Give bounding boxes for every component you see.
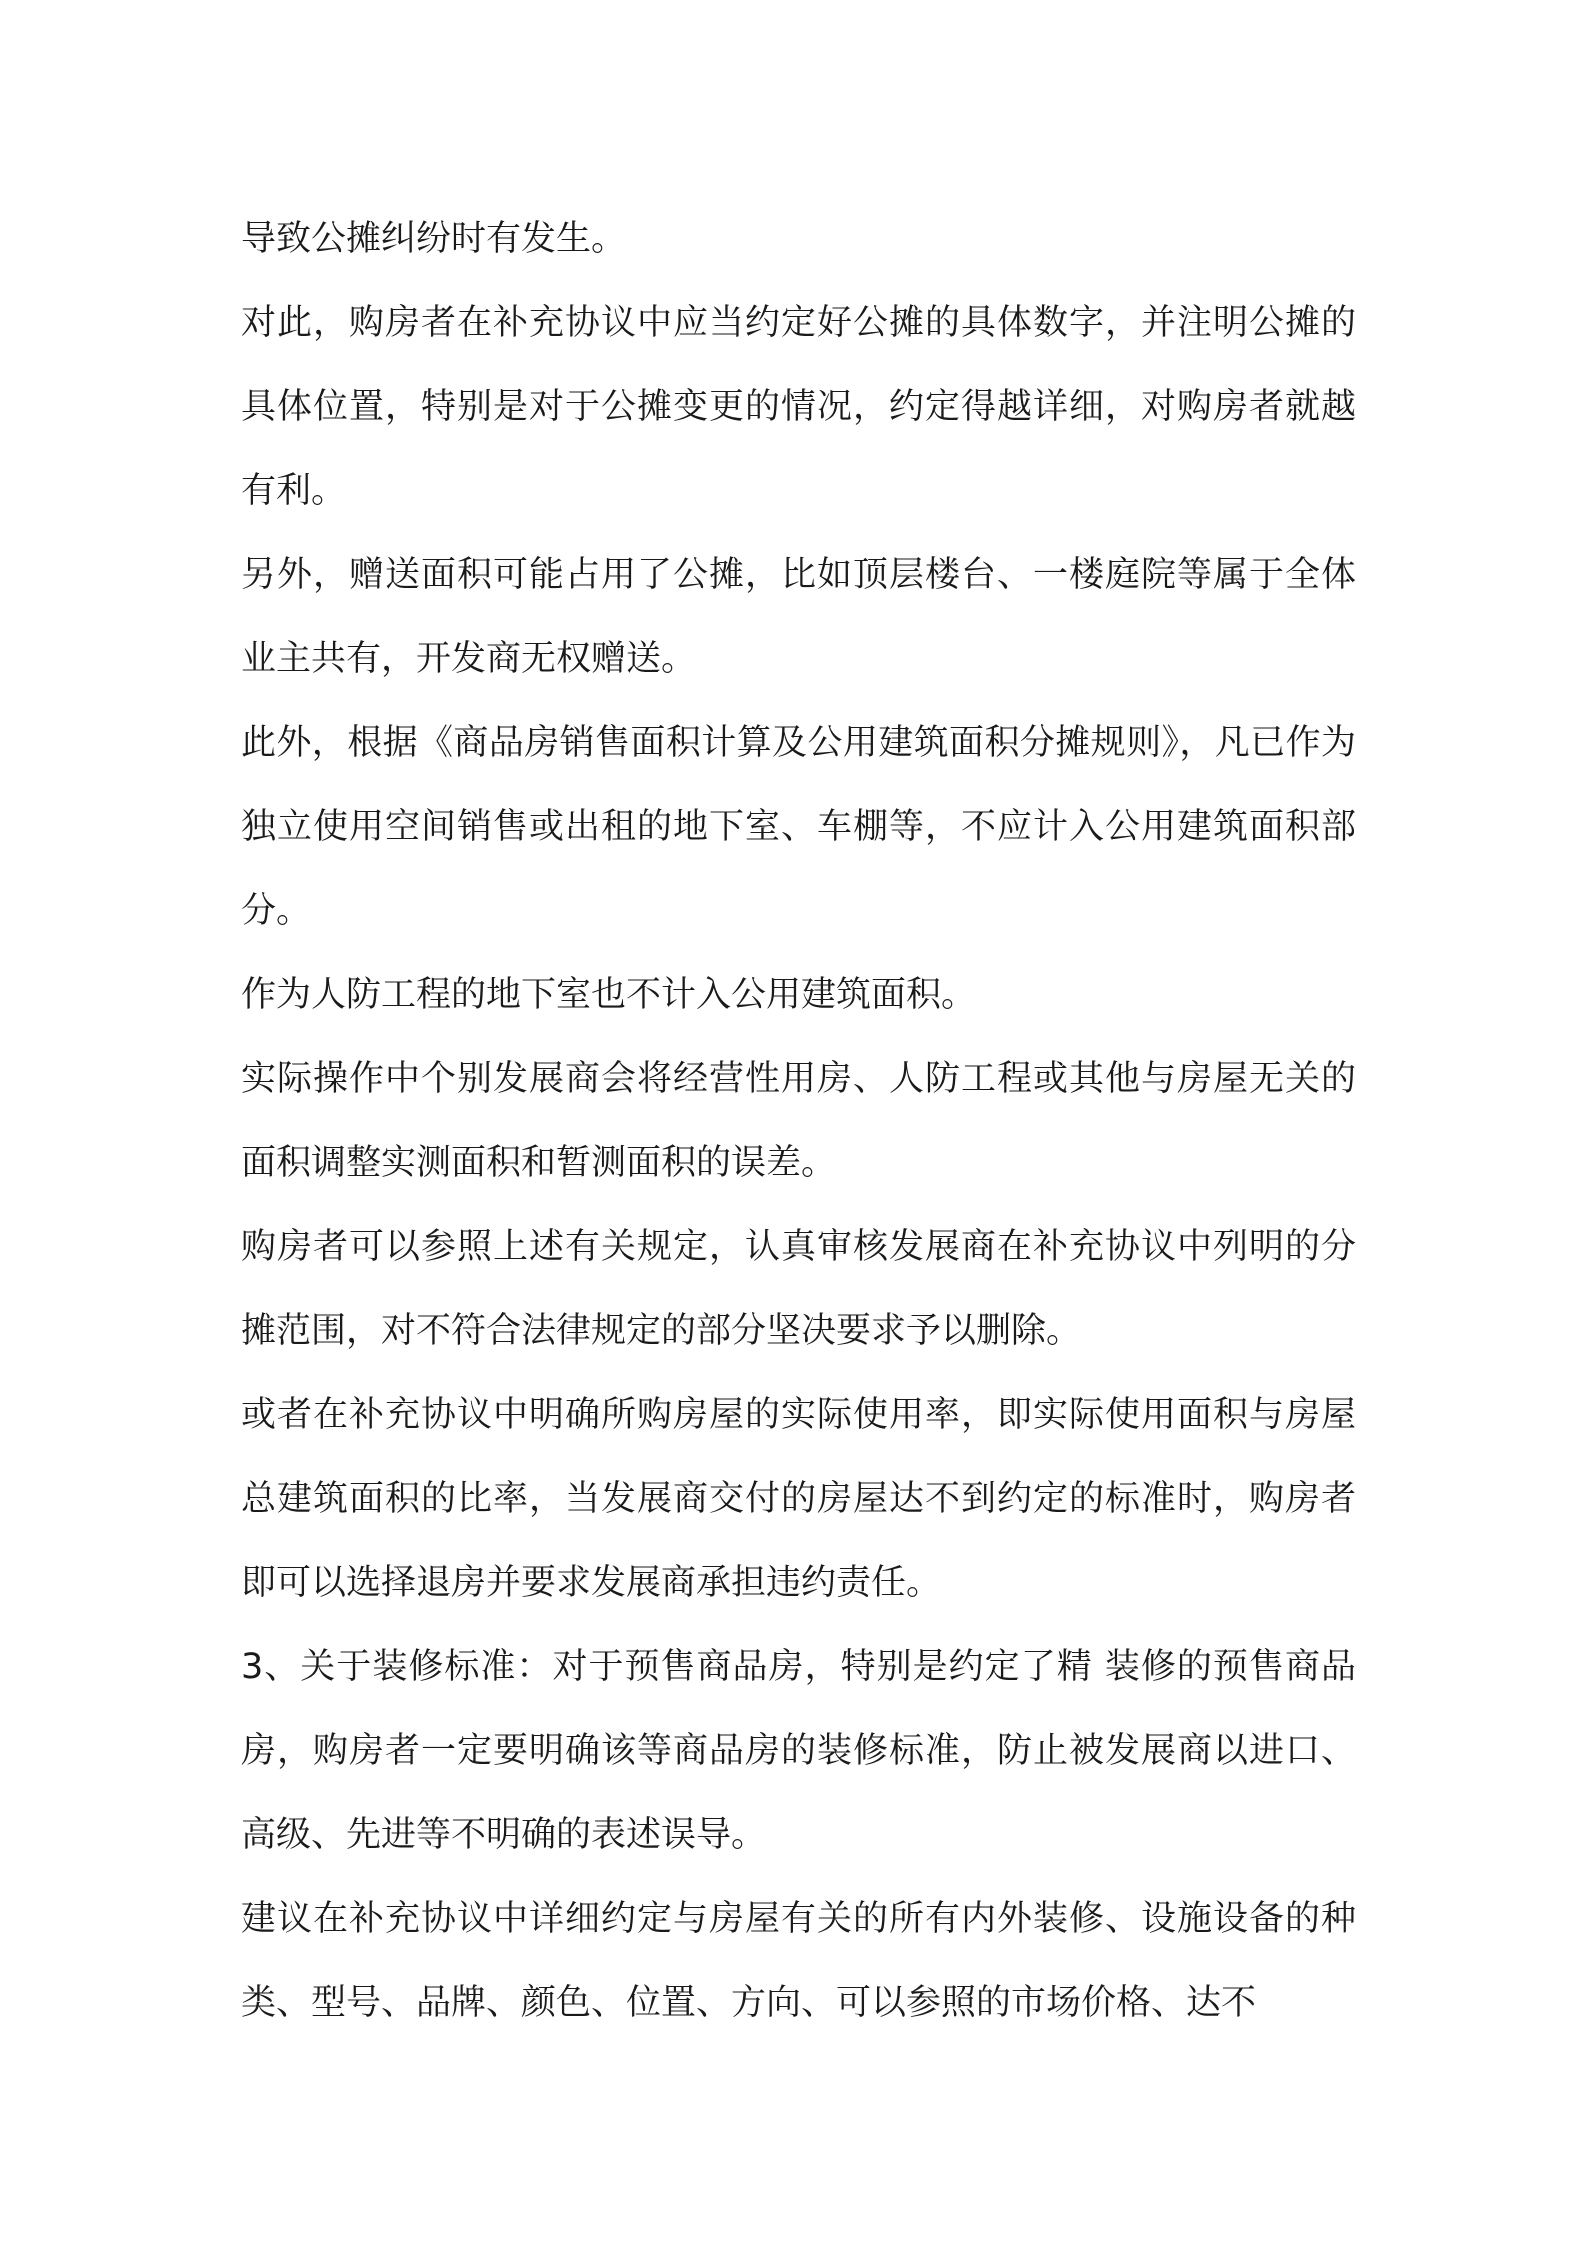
paragraph: 3、关于装修标准：对于预售商品房，特别是约定了精 装修的预售商品房，购房者一定要明确该等商品房的装修标准，防止被发展商以进口、高级、先进等不明确的表述误导。	[241, 1647, 1356, 1855]
paragraph: 建议在补充协议中详细约定与房屋有关的所有内外装修、设施设备的种类、型号、品牌、颜色、位置、方向、可以参照的市场价格、达不	[241, 1899, 1356, 2023]
paragraph: 或者在补充协议中明确所购房屋的实际使用率，即实际使用面积与房屋总建筑面积的比率，当发展商交付的房屋达不到约定的标准时，购房者即可以选择退房并要求发展商承担违约责任。	[241, 1395, 1356, 1603]
paragraph: 实际操作中个别发展商会将经营性用房、人防工程或其他与房屋无关的面积调整实测面积和暂测面积的误差。	[241, 1059, 1356, 1183]
paragraph: 购房者可以参照上述有关规定，认真审核发展商在补充协议中列明的分摊范围，对不符合法律规定的部分坚决要求予以删除。	[241, 1227, 1356, 1351]
paragraph: 另外，赠送面积可能占用了公摊，比如顶层楼台、一楼庭院等属于全体业主共有，开发商无权赠送。	[241, 555, 1356, 679]
document-body	[241, 197, 1356, 2045]
paragraph: 导致公摊纠纷时有发生。	[241, 219, 627, 259]
paragraph: 对此，购房者在补充协议中应当约定好公摊的具体数字，并注明公摊的具体位置，特别是对于公摊变更的情况，约定得越详细，对购房者就越有利。	[241, 303, 1356, 511]
paragraph: 此外，根据《商品房销售面积计算及公用建筑面积分摊规则》，凡已作为独立使用空间销售或出租的地下室、车棚等，不应计入公用建筑面积部分。	[241, 723, 1356, 931]
paragraph: 作为人防工程的地下室也不计入公用建筑面积。	[241, 975, 977, 1015]
